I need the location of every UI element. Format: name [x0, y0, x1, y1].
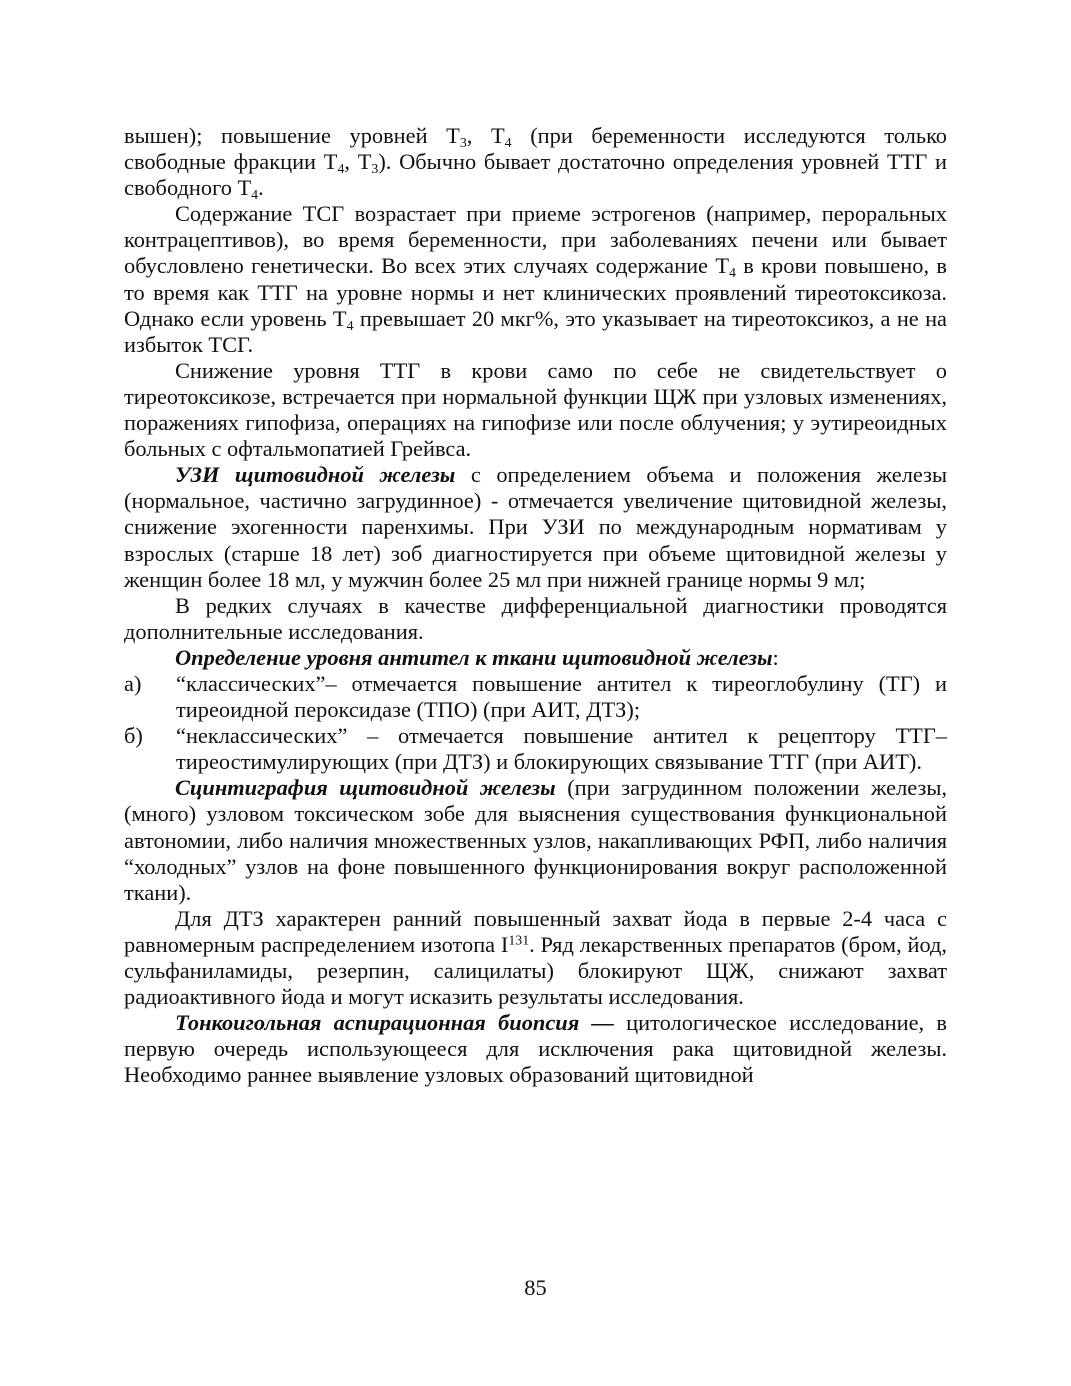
text-run: : [772, 644, 779, 670]
superscript: 131 [508, 933, 530, 949]
section-heading-scintigraphy: Сцинтиграфия щитовидной железы [175, 775, 556, 801]
section-heading-biopsy: Тонкоигольная аспирационная биопсия — [175, 1010, 614, 1036]
text-run: (при загрудинном положении железы, (много) узловом токсическом зобе для выяснения существования функциональной автономии, либо наличия множественных узлов, накапливающих РФП, либо наличия “холодных” узлов на фоне повышенного функционирования вокруг расположенной ткани). [124, 775, 947, 905]
paragraph-biopsy [124, 1010, 947, 1088]
subscript: 4 [337, 161, 345, 177]
page-body [124, 123, 947, 1088]
subscript: 3 [459, 135, 467, 151]
text-run: (при беременности исследуются только свободные фракции Т [124, 123, 947, 175]
paragraph-ttg-decrease: Снижение уровня ТТГ в крови само по себе не свидетельствует о тиреотоксикозе, встречается при нормальной функции ЩЖ при узловых изменениях, поражениях гипофиза, операциях на гипофизе или после облучения; у эутиреоидных больных с офтальмопатией Грейвса. [124, 357, 947, 462]
text-run: , Т [466, 123, 505, 148]
text-run: , Т [344, 149, 372, 175]
list-item [124, 671, 947, 723]
list-item-text: “неклассических” – отмечается повышение антител к рецептору ТТГ– тиреостимулирующих (при ДТЗ) и блокирующих связывание ТТГ (при АИТ). [176, 723, 947, 775]
text-run: ). Обычно бывает достаточно определения уровней ТТГ и свободного Т [124, 149, 948, 201]
paragraph-antibodies-heading [124, 645, 947, 671]
paragraph-iodine-uptake [124, 906, 947, 1010]
section-heading-antibodies: Определение уровня антител к ткани щитовидной железы [175, 644, 773, 670]
text-run: . [258, 175, 264, 201]
paragraph-ultrasound [124, 462, 947, 592]
subscript: 4 [504, 135, 512, 151]
paragraph-hormone-levels [124, 123, 948, 204]
paragraph-tsg [124, 201, 947, 358]
text-run: Содержание ТСГ возрастает при приеме эстрогенов (например, пероральных контрацептивов), во время беременности, при заболеваниях печени или бывает обусловлено генетически. Во всех этих случаях содержание Т [124, 201, 947, 279]
list-item-text: “классических”– отмечается повышение антител к тиреоглобулину (ТГ) и тиреоидной пероксидазе (ТПО) (при АИТ, ДТЗ); [176, 670, 947, 723]
text-run: цитологическое исследование, в первую очередь использующееся для исключения рака щитовидной железы. Необходимо раннее выявление узловых образований щитовидной [124, 1010, 947, 1088]
text-run: . Ряд лекарственных препаратов (бром, йод, сульфаниламиды, резерпин, салицилаты) блокируют ЩЖ, снижают захват радиоактивного йода и могут исказить результаты исследования. [124, 931, 947, 1010]
text-run: Для ДТЗ характерен ранний повышенный захват йода в первые 2-4 часа с равномерным распределением изотопа I [124, 905, 947, 957]
subscript: 4 [251, 188, 259, 204]
text-run: в крови повышено, в то время как ТТГ на уровне нормы и нет клинических проявлений тиреотоксикоза. Однако если уровень Т [124, 253, 947, 331]
page-number: 85 [524, 1275, 547, 1300]
text-run: с определением объема и положения железы (нормальное, частично загрудинное) - отмечается увеличение щитовидной железы, снижение эхогенности паренхимы. При УЗИ по международным нормативам у взрослых (старше 18 лет) зоб диагностируется при объеме щитовидной железы у женщин более 18 мл, у мужчин более 25 мл при нижней границе нормы 9 мл; [124, 462, 947, 592]
subscript: 4 [729, 266, 736, 282]
list-marker: а) [124, 670, 142, 696]
subscript: 4 [346, 318, 354, 334]
paragraph-additional-tests: В редких случаях в качестве дифференциальной диагностики проводятся дополнительные исследования. [124, 592, 947, 644]
text-run: вышен); повышение уровней Т [124, 123, 460, 148]
list-marker: б) [124, 723, 143, 749]
list-item [124, 723, 947, 775]
text-run: превышает 20 мкг%, это указывает на тиреотоксикоз, а не на избыток ТСГ. [124, 305, 947, 357]
paragraph-scintigraphy [124, 775, 947, 905]
subscript: 3 [371, 161, 379, 177]
section-heading-ultrasound: УЗИ щитовидной железы [175, 462, 456, 488]
